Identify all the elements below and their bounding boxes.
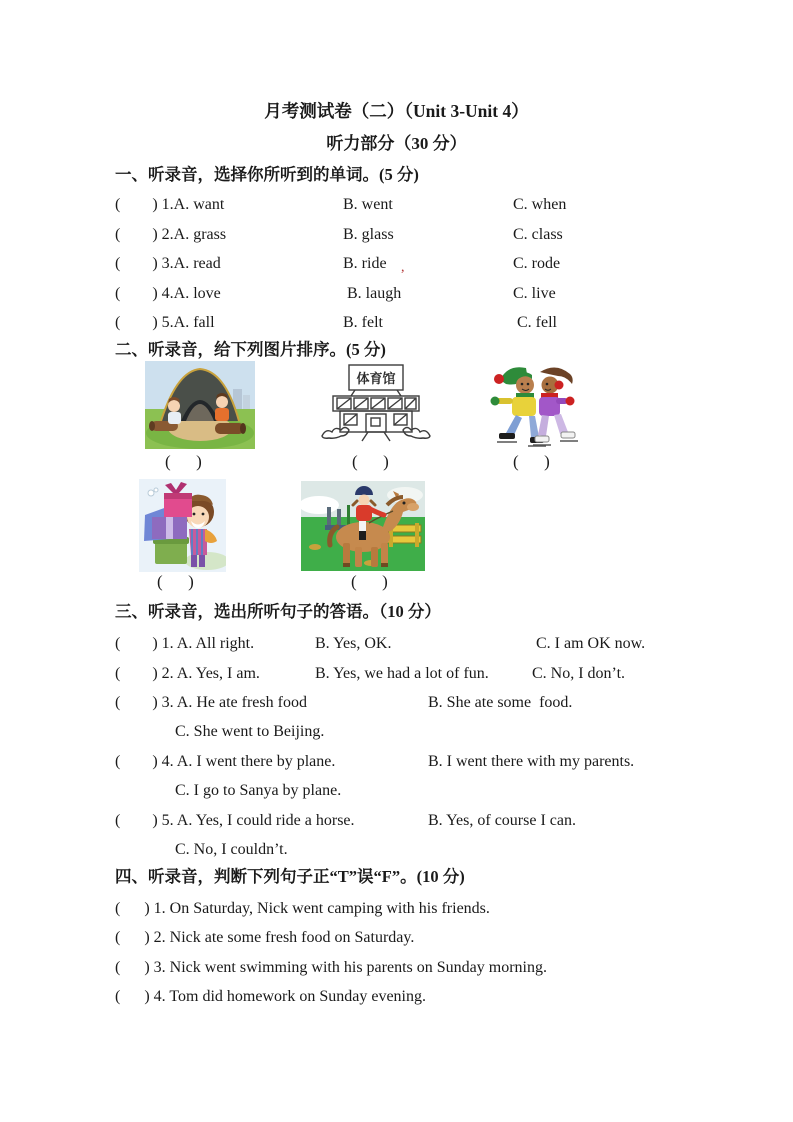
answer-slot-option-a: ( ) 2.A. grass (115, 226, 227, 243)
answer-slot-option-a: ( ) 1.A. want (115, 196, 225, 213)
answer-slot-option-a: ( ) 2. A. Yes, I am. (115, 665, 260, 682)
option-c: C. I am OK now. (536, 635, 646, 652)
response-choice-continuation (0, 781, 793, 803)
response-choice-continuation (0, 722, 793, 744)
option-c: C. class (513, 226, 563, 243)
word-choice-row (0, 313, 793, 335)
answer-slot-option-a: ( ) 5.A. fall (115, 314, 215, 331)
option-b: B. glass (343, 226, 394, 243)
answer-slot-option-a: ( ) 4. A. I went there by plane. (115, 753, 336, 770)
option-c: C. I go to Sanya by plane. (175, 782, 342, 799)
option-c: C. No, I don’t. (532, 665, 626, 682)
true-false-row (0, 899, 793, 921)
order-answer-bracket: ( ) (165, 452, 202, 471)
response-choice-row (0, 664, 793, 686)
option-b: B. Yes, we had a lot of fun. (315, 665, 489, 682)
ice-skating-image (482, 358, 581, 457)
answer-slot-option-a: ( ) 4.A. love (115, 285, 221, 302)
order-answer-bracket: ( ) (513, 452, 550, 471)
response-choice-row (0, 634, 793, 656)
section2-header: 二、听录音，给下列图片排序。(5 分) (115, 340, 386, 359)
response-choice-row (0, 752, 793, 774)
gym-building-image (318, 362, 435, 444)
page-title: 月考测试卷（二）（Unit 3-Unit 4） (264, 101, 529, 121)
option-b: B. ride (343, 255, 387, 272)
option-b: B. laugh (343, 285, 402, 302)
section4-header: 四、听录音，判断下列句子正“T”误“F”。(10 分) (115, 867, 465, 886)
option-b: B. Yes, OK. (315, 635, 392, 652)
true-false-statement: ( ) 2. Nick ate some fresh food on Saturday. (115, 929, 415, 946)
true-false-statement: ( ) 3. Nick went swimming with his parents on Sunday morning. (115, 959, 547, 976)
answer-slot-option-a: ( ) 3. A. He ate fresh food (115, 694, 307, 711)
option-c: C. rode (513, 255, 561, 272)
gym-sign-text: 体育馆 (356, 371, 396, 386)
true-false-statement: ( ) 1. On Saturday, Nick went camping with his friends. (115, 900, 490, 917)
word-choice-row (0, 254, 793, 276)
true-false-row (0, 928, 793, 950)
answer-slot-option-a: ( ) 1. A. All right. (115, 635, 255, 652)
response-choice-row (0, 811, 793, 833)
true-false-row (0, 987, 793, 1009)
holding-gifts-image (139, 479, 226, 572)
option-b: B. I went there with my parents. (428, 753, 635, 770)
option-b: B. Yes, of course I can. (428, 812, 576, 829)
option-c: C. fell (513, 314, 557, 331)
option-c: C. when (513, 196, 567, 213)
response-choice-continuation (0, 840, 793, 862)
stray-comma-mark: , (401, 260, 405, 275)
answer-slot-option-a: ( ) 3.A. read (115, 255, 221, 272)
word-choice-row (0, 195, 793, 217)
response-choice-row (0, 693, 793, 715)
option-c: C. No, I couldn’t. (175, 841, 288, 858)
true-false-statement: ( ) 4. Tom did homework on Sunday evening. (115, 988, 426, 1005)
option-c: C. live (513, 285, 556, 302)
option-c: C. She went to Beijing. (175, 723, 325, 740)
answer-slot-option-a: ( ) 5. A. Yes, I could ride a horse. (115, 812, 355, 829)
option-b: B. went (343, 196, 393, 213)
order-answer-bracket: ( ) (352, 452, 389, 471)
order-answer-bracket: ( ) (157, 572, 194, 591)
option-b: B. felt (343, 314, 383, 331)
section3-header: 三、听录音，选出所听句子的答语。（10 分） (115, 602, 441, 621)
word-choice-row (0, 284, 793, 306)
option-b: B. She ate some food. (428, 694, 573, 711)
section1-header: 一、听录音，选择你所听到的单词。(5 分) (115, 165, 419, 184)
horse-riding-image (301, 481, 425, 571)
camping-image (145, 361, 255, 449)
word-choice-row (0, 225, 793, 247)
true-false-row (0, 958, 793, 980)
order-answer-bracket: ( ) (351, 572, 388, 591)
listening-part-title: 听力部分（30 分） (326, 134, 467, 153)
